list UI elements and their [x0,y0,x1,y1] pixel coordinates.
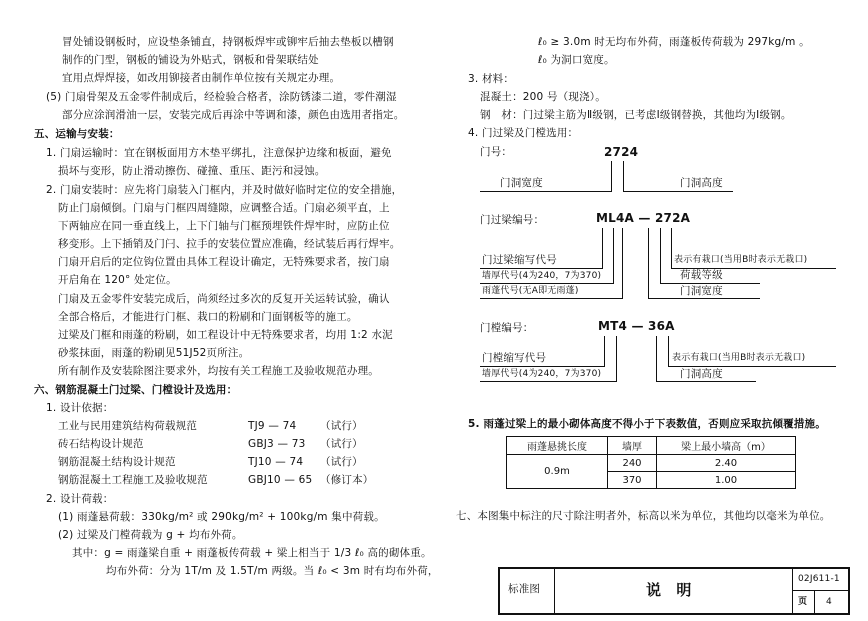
spec-name: 钢筋混凝土工程施工及验收规范 [58,474,208,486]
beam-number-code: ML4A — 272A [596,211,691,225]
spec-name: 砖石结构设计规范 [58,438,144,450]
leader-line [656,381,756,382]
text-line: 冒处铺设钢板时，应设垫条铺直，持钢板焊牢或铆牢后抽去垫板以槽钢 [62,36,394,48]
text-line: 所有制作及安装除图注要求外，均按有关工程施工及验收规范办理。 [58,365,379,377]
table-header: 梁上最小墙高（m） [657,437,796,455]
leader-line [480,268,603,269]
text-line: 移变形。上下插销及门闩、拉手的安装位置应准确，经试装后再行焊牢。 [58,238,401,250]
frame-notch-label: 表示有栽口(当用B时表示无栽口) [672,353,806,363]
door-width-label: 门洞宽度 [500,177,543,189]
min-wall-height-table [506,436,796,489]
sheet-title: 说 明 [646,581,692,599]
door-number-code: 2724 [604,145,639,159]
leader-line [648,228,649,298]
text-line: 混凝土：200 号（现浇）。 [480,91,606,103]
spec-note: （试行） [320,438,363,450]
leader-line [648,298,760,299]
leader-line [480,298,623,299]
text-line: (2) 过梁及门樘荷载为 g + 均布外荷。 [58,529,243,541]
text-line: 部分应涂润滑油一层，安装完成后再涂中等调和漆，颜色由选用者指定。 [62,109,405,121]
text-line: 3. 材料： [468,73,515,85]
text-line: 钢 材：门过梁主筋为Ⅱ级钢，已考虑Ⅰ级钢替换，其他均为Ⅰ级钢。 [480,109,792,121]
section-heading: 五、运输与安装： [34,128,120,140]
door-number-label: 门号： [480,146,513,158]
leader-line [480,191,612,192]
table-cell: 370 [608,472,657,489]
door-height-label: 门洞高度 [680,177,723,189]
frame-number-code: MT4 — 36A [598,319,675,333]
beam-load-label: 荷载等级 [680,269,723,281]
text-line: 4. 门过梁及门樘选用： [468,127,579,139]
spec-note: （试行） [320,420,363,432]
leader-line [480,283,614,284]
page-number: 4 [826,597,832,607]
text-line: ℓ₀ 为洞口宽度。 [538,54,615,66]
leader-line [480,366,605,367]
spec-name: 工业与民用建筑结构荷载规范 [58,420,198,432]
table-cell: 2.40 [657,455,796,472]
text-line: 2. 门扇安装时：应先将门扇装入门框内，并及时做好临时定位的安全措施， [46,184,403,196]
leader-line [660,283,760,284]
page-label: 页 [798,597,808,607]
text-line: 损坏与变形，防止滑动擦伤、碰撞、重压、距污和浸蚀。 [58,165,326,177]
leader-line [623,161,624,191]
section-heading: 六、钢筋混凝土门过梁、门樘设计及选用： [34,384,238,396]
text-line: 1. 设计依据： [46,402,114,414]
beam-canopy-label: 雨蓬代号(无A即无雨蓬) [482,286,579,296]
text-line: 门扇及五金零件安装完成后，尚须经过多次的反复开关运转试验，确认 [58,293,390,305]
text-line: 砂浆抹面，雨蓬的粉刷见51J52页所注。 [58,347,250,359]
spec-code: TJ10 — 74 [248,456,304,468]
beam-width-label: 门洞宽度 [680,285,723,297]
table-header: 雨蓬悬挑长度 [507,437,608,455]
leader-line [622,228,623,298]
leader-line [668,336,669,366]
leader-line [623,191,733,192]
table-header: 墙厚 [608,437,657,455]
spec-name: 钢筋混凝土结构设计规范 [58,456,176,468]
text-line: 过梁及门框和雨蓬的粉刷，如工程设计中无特殊要求者，均用 1:2 水泥 [58,329,393,341]
text-line: 下两轴应在同一垂直线上，上下门轴与门框预埋铁件焊牢时，应防止位 [58,220,390,232]
text-line: 制作的门型，钢板的铺设为外贴式，钢板和骨架联结处 [62,54,319,66]
leader-line [602,228,603,268]
title-block [498,567,850,615]
beam-wall-label: 墙厚代号(4为240，7为370) [482,271,602,281]
spec-note: （试行） [320,456,363,468]
text-line: 开启角在 120° 处定位。 [58,274,177,286]
text-line: 2. 设计荷载： [46,493,114,505]
text-line: 1. 门扇运输时：宜在钢板面用方木垫平绑扎，注意保护边缘和板面，避免 [46,147,392,159]
text-line: 5. 雨蓬过梁上的最小砌体高度不得小于下表数值，否则应采取抗倾覆措施。 [468,418,826,430]
leader-line [611,161,612,191]
spec-code: GBJ10 — 65 [248,474,313,486]
table-cell: 240 [608,455,657,472]
spec-code: GBJ3 — 73 [248,438,306,450]
text-line: 全部合格后，才能进行门框、栽口的粉刷和门面钢板等的施工。 [58,311,358,323]
leader-line [660,228,661,283]
text-line: 其中：g = 雨蓬梁自重 + 雨蓬板传荷载 + 梁上相当于 1/3 ℓ₀ 高的砌体重。 [72,547,432,559]
table-cell: 1.00 [657,472,796,489]
frame-number-label: 门樘编号： [480,322,534,334]
spec-code: TJ9 — 74 [248,420,297,432]
leader-line [656,336,657,381]
text-line: 七、本图集中标注的尺寸除注明者外，标高以米为单位，其他均以毫米为单位。 [456,510,831,522]
spec-note: （修订本） [320,474,374,486]
leader-line [616,336,617,381]
beam-number-label: 门过梁编号： [480,214,545,226]
text-line: (5) 门扇骨架及五金零件制成后，经检验合格者，涂防锈漆二道，零件潮湿 [46,91,397,103]
drawing-code: 02J611-1 [798,574,840,584]
text-line: 宜用点焊焊接，如改用铆接者由制作单位按有关规定办理。 [62,72,341,84]
text-line: (1) 雨蓬悬荷载：330kg/m² 或 290kg/m² + 100kg/m 集中荷载。 [58,511,385,523]
frame-height-label: 门洞高度 [680,368,723,380]
leader-line [480,381,617,382]
leader-line [668,366,836,367]
standard-drawing-label: 标准图 [508,583,541,595]
beam-abbr-label: 门过梁缩写代号 [482,254,557,266]
frame-wall-label: 墙厚代号(4为240，7为370) [482,369,602,379]
text-line: 均布外荷：分为 1T/m 及 1.5T/m 两级。当 ℓ₀ < 3m 时有均布外荷， [106,565,439,577]
frame-abbr-label: 门樘缩写代号 [482,352,547,364]
leader-line [604,336,605,366]
beam-notch-label: 表示有栽口(当用B时表示无栽口) [674,255,808,265]
text-line: ℓ₀ ≥ 3.0m 时无均布外荷，雨蓬板传荷载为 297kg/m 。 [538,36,810,48]
text-line: 门扇开启后的定位钩位置由具体工程设计确定，无特殊要求者，按门扇 [58,256,390,268]
leader-line [671,228,672,268]
table-cell: 0.9m [507,455,608,489]
text-line: 防止门扇倾倒。门扇与门框四周缝隙，应调整合适。门扇必须平直，上 [58,202,390,214]
leader-line [613,228,614,283]
